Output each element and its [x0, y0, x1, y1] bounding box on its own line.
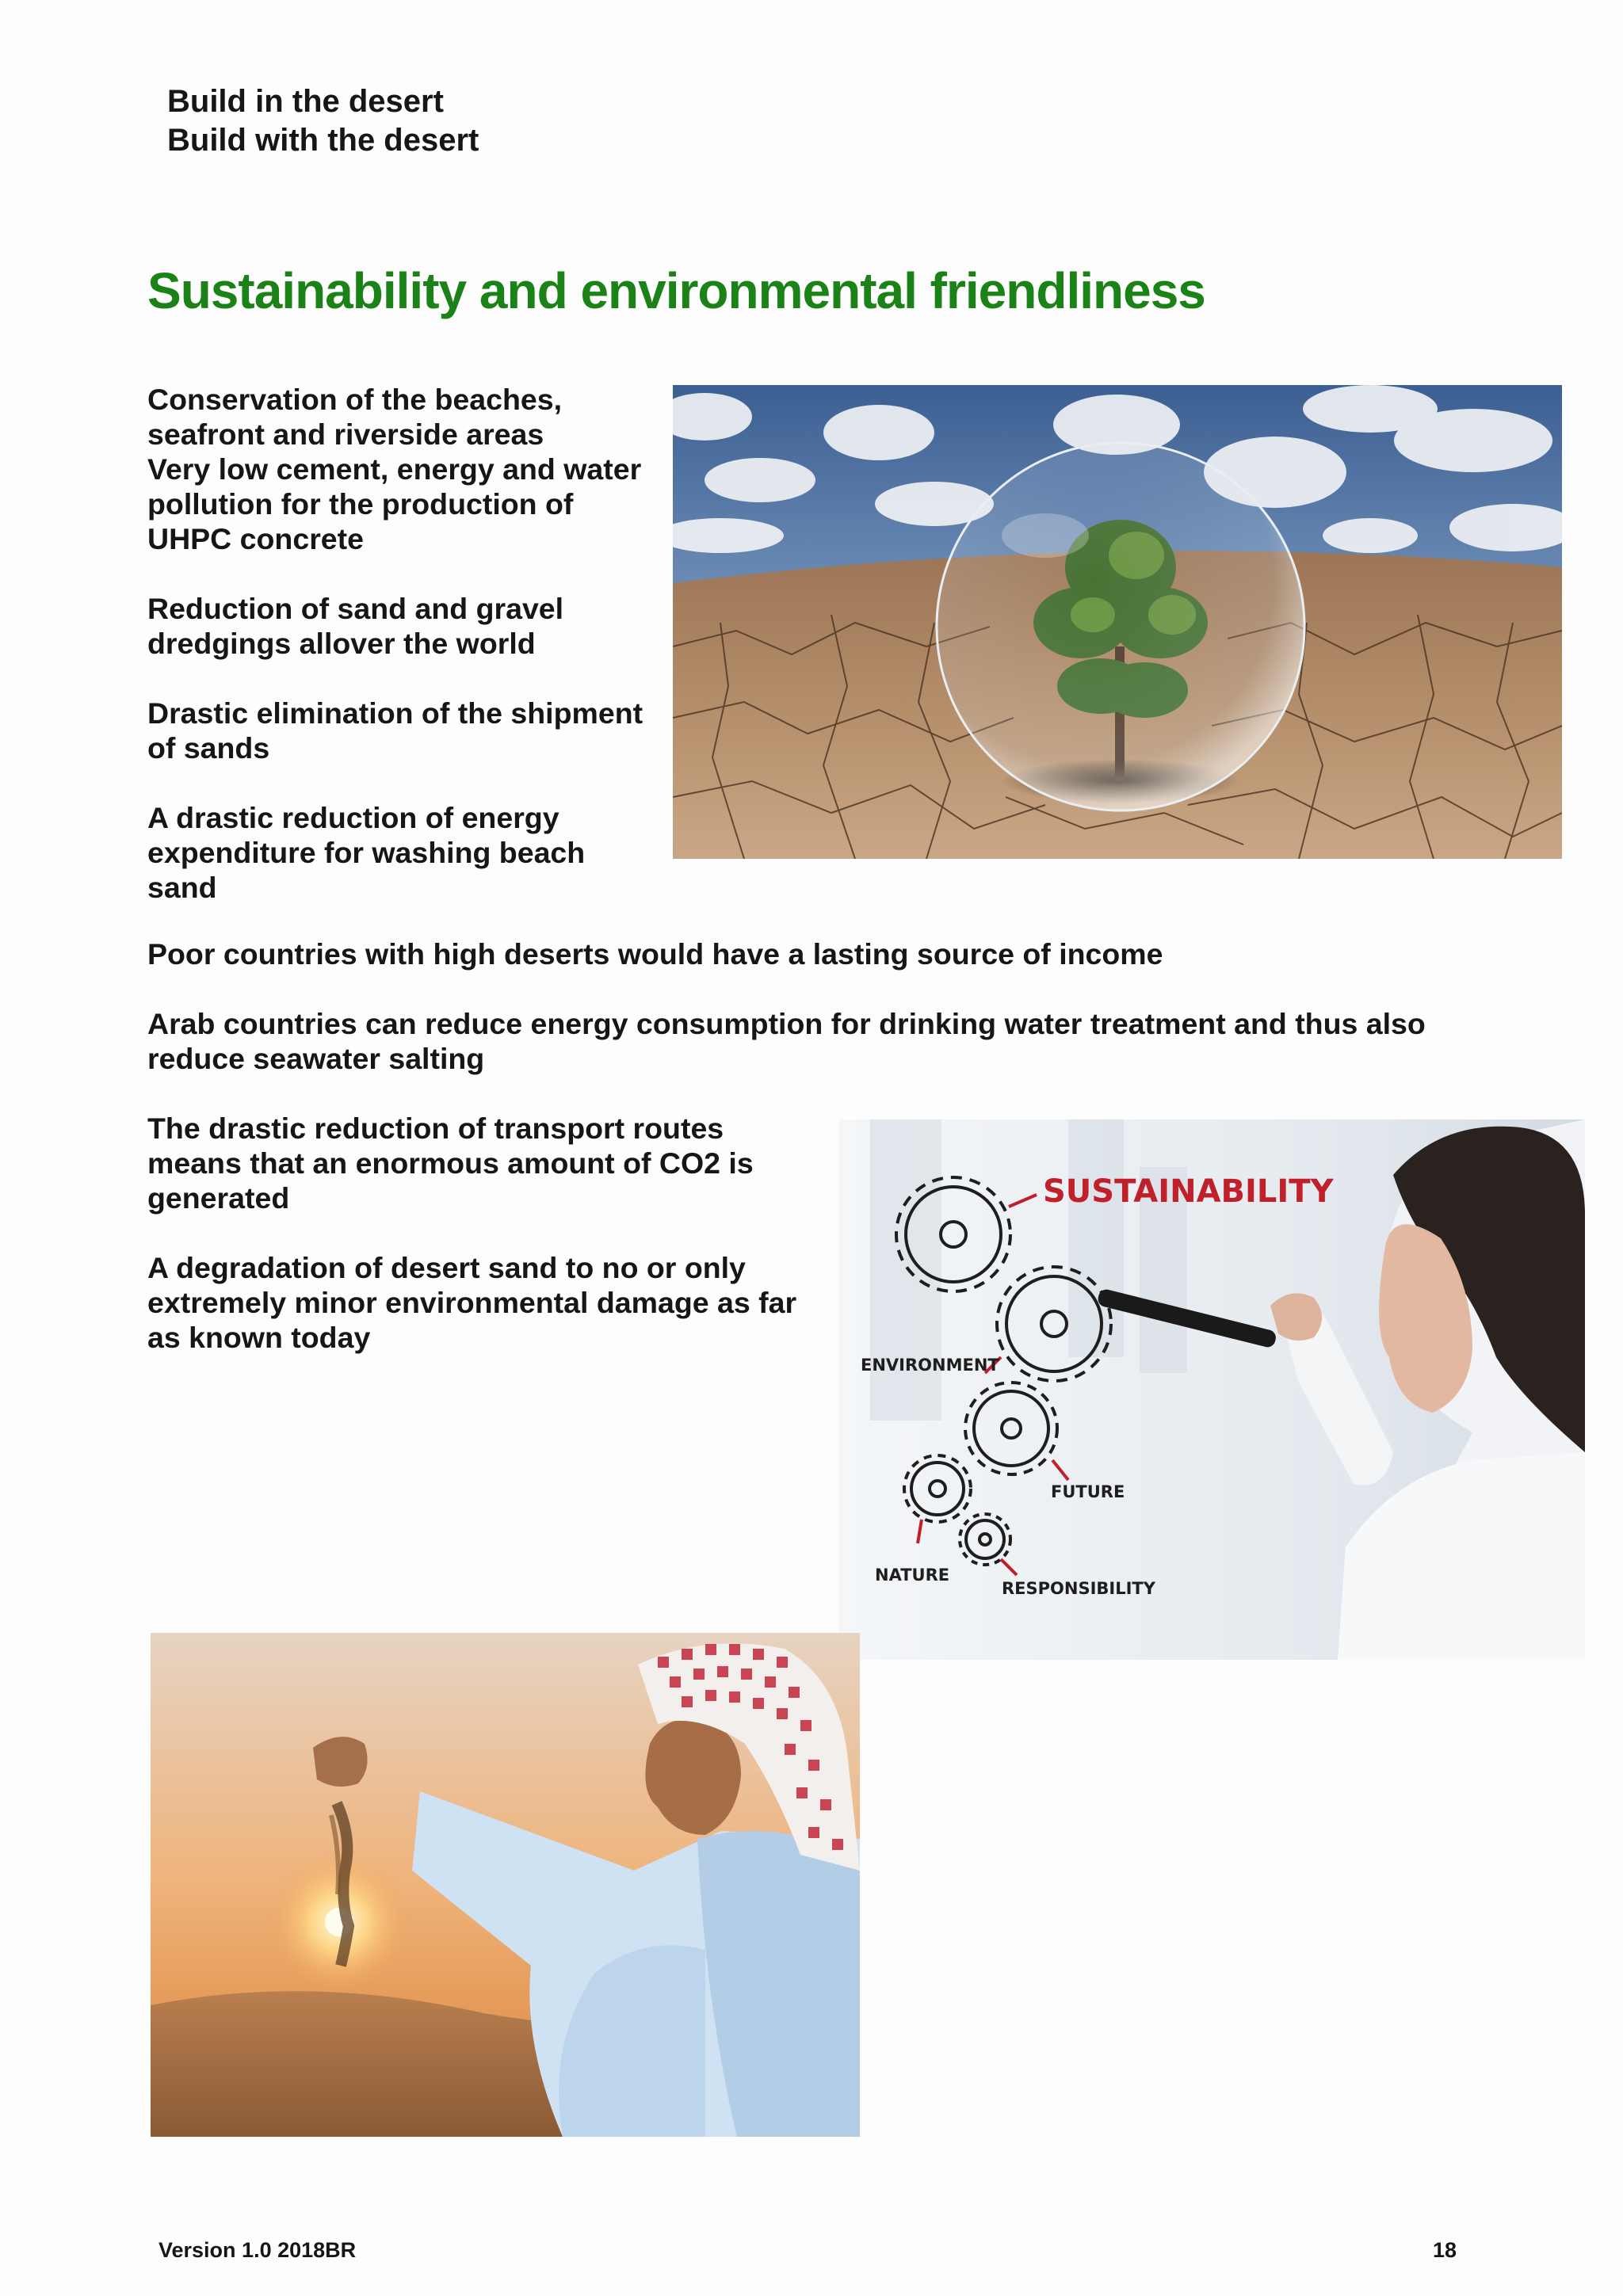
paragraph-shipment: Drastic elimination of the shipment of sands [147, 696, 643, 765]
responsibility-label: RESPONSIBILITY [1002, 1579, 1155, 1598]
footer-version: Version 1.0 2018BR [158, 2238, 357, 2262]
paragraph-reduction-sand: Reduction of sand and gravel dredgings allover the world [147, 592, 564, 660]
desert-sand-image [151, 1633, 860, 2137]
sustainability-gears-image [838, 1119, 1585, 1660]
paragraph-poor-countries: Poor countries with high deserts would have a lasting source of income [147, 937, 1163, 971]
paragraph-degradation: A degradation of desert sand to no or only extremely minor environmental damage as far as known today [147, 1251, 797, 1354]
page-number: 18 [1433, 2238, 1457, 2262]
sustainability-heading: SUSTAINABILITY [1043, 1173, 1334, 1210]
paragraph-arab-countries: Arab countries can reduce energy consumption for drinking water treatment and thus also reduce seawater salting [147, 1007, 1426, 1075]
paragraph-low-cement: Very low cement, energy and water pollution for the production of UHPC concrete [147, 452, 642, 555]
header-line-2: Build with the desert [167, 123, 479, 158]
text-block-top [147, 382, 663, 905]
page-title: Sustainability and environmental friendliness [147, 262, 1205, 319]
environment-label: ENVIRONMENT [861, 1356, 999, 1375]
future-label: FUTURE [1051, 1482, 1125, 1501]
globe-tree-image [673, 385, 1562, 859]
paragraph-transport: The drastic reduction of transport routes means that an enormous amount of CO2 is generated [147, 1112, 754, 1215]
header-line-1: Build in the desert [167, 84, 444, 119]
nature-label: NATURE [875, 1566, 950, 1585]
paragraph-conservation: Conservation of the beaches, seafront and riverside areas [147, 383, 563, 451]
text-block-bottom [147, 1111, 821, 1355]
paragraph-energy-washing: A drastic reduction of energy expenditure for washing beach sand [147, 801, 586, 904]
